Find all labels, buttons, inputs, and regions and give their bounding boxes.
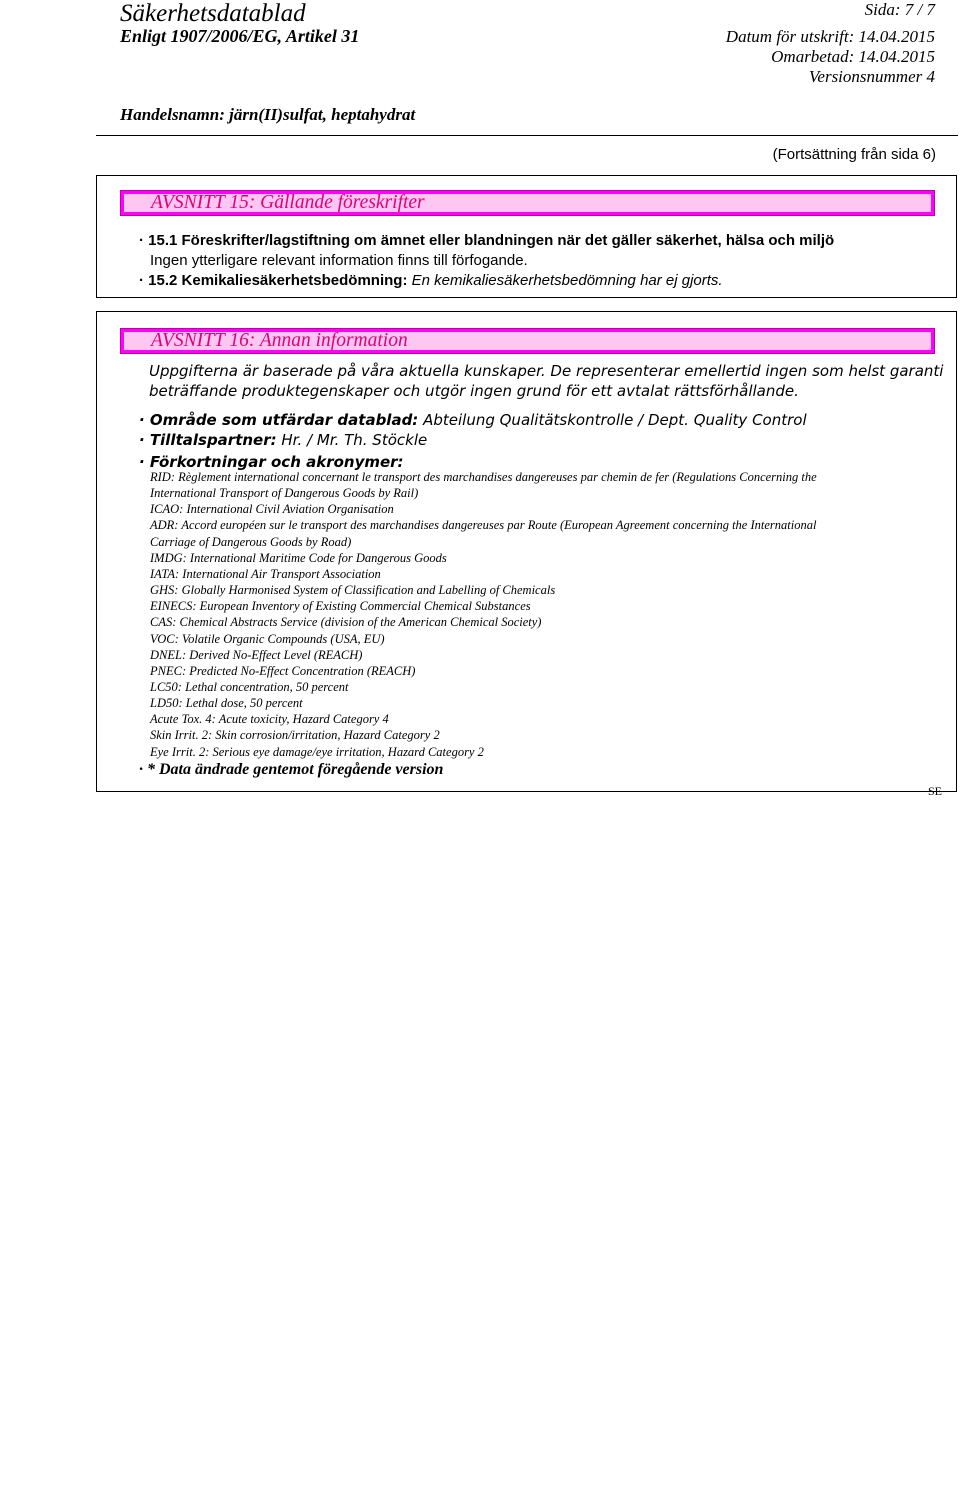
abbreviation-line: VOC: Volatile Organic Compounds (USA, EU): [150, 631, 385, 646]
section-15: [96, 175, 957, 298]
issuer-label: · Område som utfärdar datablad:: [139, 411, 419, 429]
section-15-heading: AVSNITT 15: Gällande föreskrifter: [151, 192, 425, 213]
item-15-2-label: · 15.2 Kemikaliesäkerhetsbedömning:: [139, 272, 408, 289]
disclaimer-line-2: beträffande produktegenskaper och utgör ingen grund för ett avtalat rättsförhållande.: [149, 382, 799, 400]
abbreviation-line: ADR: Accord européen sur le transport des marchandises dangereuses par Route (European Agreement concerning the International: [150, 518, 817, 533]
section-16: [96, 311, 957, 792]
abbreviation-line: PNEC: Predicted No-Effect Concentration (REACH): [150, 663, 416, 678]
disclaimer-line-1: Uppgifterna är baserade på våra aktuella kunskaper. De representerar emellertid ingen som helst garanti: [149, 362, 944, 380]
item-15-2-text: En kemikaliesäkerhetsbedömning har ej gjorts.: [411, 272, 723, 289]
country-code: SE: [927, 784, 942, 798]
abbreviation-line: ICAO: International Civil Aviation Organisation: [150, 502, 394, 517]
issuer-row: [139, 411, 807, 429]
abbreviation-line: Carriage of Dangerous Goods by Road): [150, 534, 352, 549]
section-16-banner: [120, 328, 935, 354]
regulation-reference: Enligt 1907/2006/EG, Artikel 31: [120, 26, 360, 46]
abbreviation-line: DNEL: Derived No-Effect Level (REACH): [150, 647, 363, 662]
abbreviation-line: IATA: International Air Transport Association: [150, 566, 381, 581]
abbreviation-line: LD50: Lethal dose, 50 percent: [150, 696, 303, 711]
revision-date: Omarbetad: 14.04.2015: [771, 47, 935, 66]
contact-label: · Tilltalspartner:: [139, 431, 277, 449]
contact-row: [139, 431, 427, 449]
abbreviation-line: IMDG: International Maritime Code for Dangerous Goods: [150, 550, 447, 565]
abbreviation-line: CAS: Chemical Abstracts Service (division of the American Chemical Society): [150, 615, 542, 630]
abbreviation-line: GHS: Globally Harmonised System of Classification and Labelling of Chemicals: [150, 583, 556, 598]
abbreviation-line: EINECS: European Inventory of Existing Commercial Chemical Substances: [150, 599, 531, 614]
abbreviation-line: Acute Tox. 4: Acute toxicity, Hazard Category 4: [150, 712, 389, 727]
item-15-1-label: · 15.1 Föreskrifter/lagstiftning om ämnet eller blandningen när det gäller säkerhet, hälsa och miljö: [139, 232, 835, 249]
abbreviation-line: Skin Irrit. 2: Skin corrosion/irritation, Hazard Category 2: [150, 728, 440, 743]
abbreviation-line: RID: Règlement international concernant le transport des marchandises dangereuses par chemin de fer (Regulations Concerning the: [150, 470, 817, 484]
document-title: Säkerhetsdatablad: [120, 0, 306, 27]
section-15-banner: [120, 190, 935, 216]
version-number: Versionsnummer 4: [808, 67, 935, 86]
issuer-value: Abteilung Qualitätskontrolle / Dept. Quality Control: [423, 411, 807, 429]
page-number: Sida: 7 / 7: [864, 0, 935, 19]
item-15-1-text: Ingen ytterligare relevant information finns till förfogande.: [150, 252, 528, 269]
abbreviation-line: Eye Irrit. 2: Serious eye damage/eye irritation, Hazard Category 2: [150, 744, 484, 759]
abbreviation-line: LC50: Lethal concentration, 50 percent: [150, 679, 349, 694]
abbreviations-label: · Förkortningar och akronymer:: [139, 453, 404, 471]
print-date: Datum för utskrift: 14.04.2015: [725, 27, 935, 46]
abbreviation-line: International Transport of Dangerous Goods by Rail): [150, 486, 419, 501]
continued-from: (Fortsättning från sida 6): [772, 146, 936, 163]
trade-name: Handelsnamn: järn(II)sulfat, heptahydrat: [120, 105, 416, 124]
item-15-2: [139, 272, 723, 289]
changed-data-note: · * Data ändrade gentemot föregående version: [139, 761, 444, 778]
contact-value: Hr. / Mr. Th. Stöckle: [281, 431, 428, 449]
section-16-heading: AVSNITT 16: Annan information: [151, 330, 408, 351]
header-divider: [96, 135, 958, 136]
